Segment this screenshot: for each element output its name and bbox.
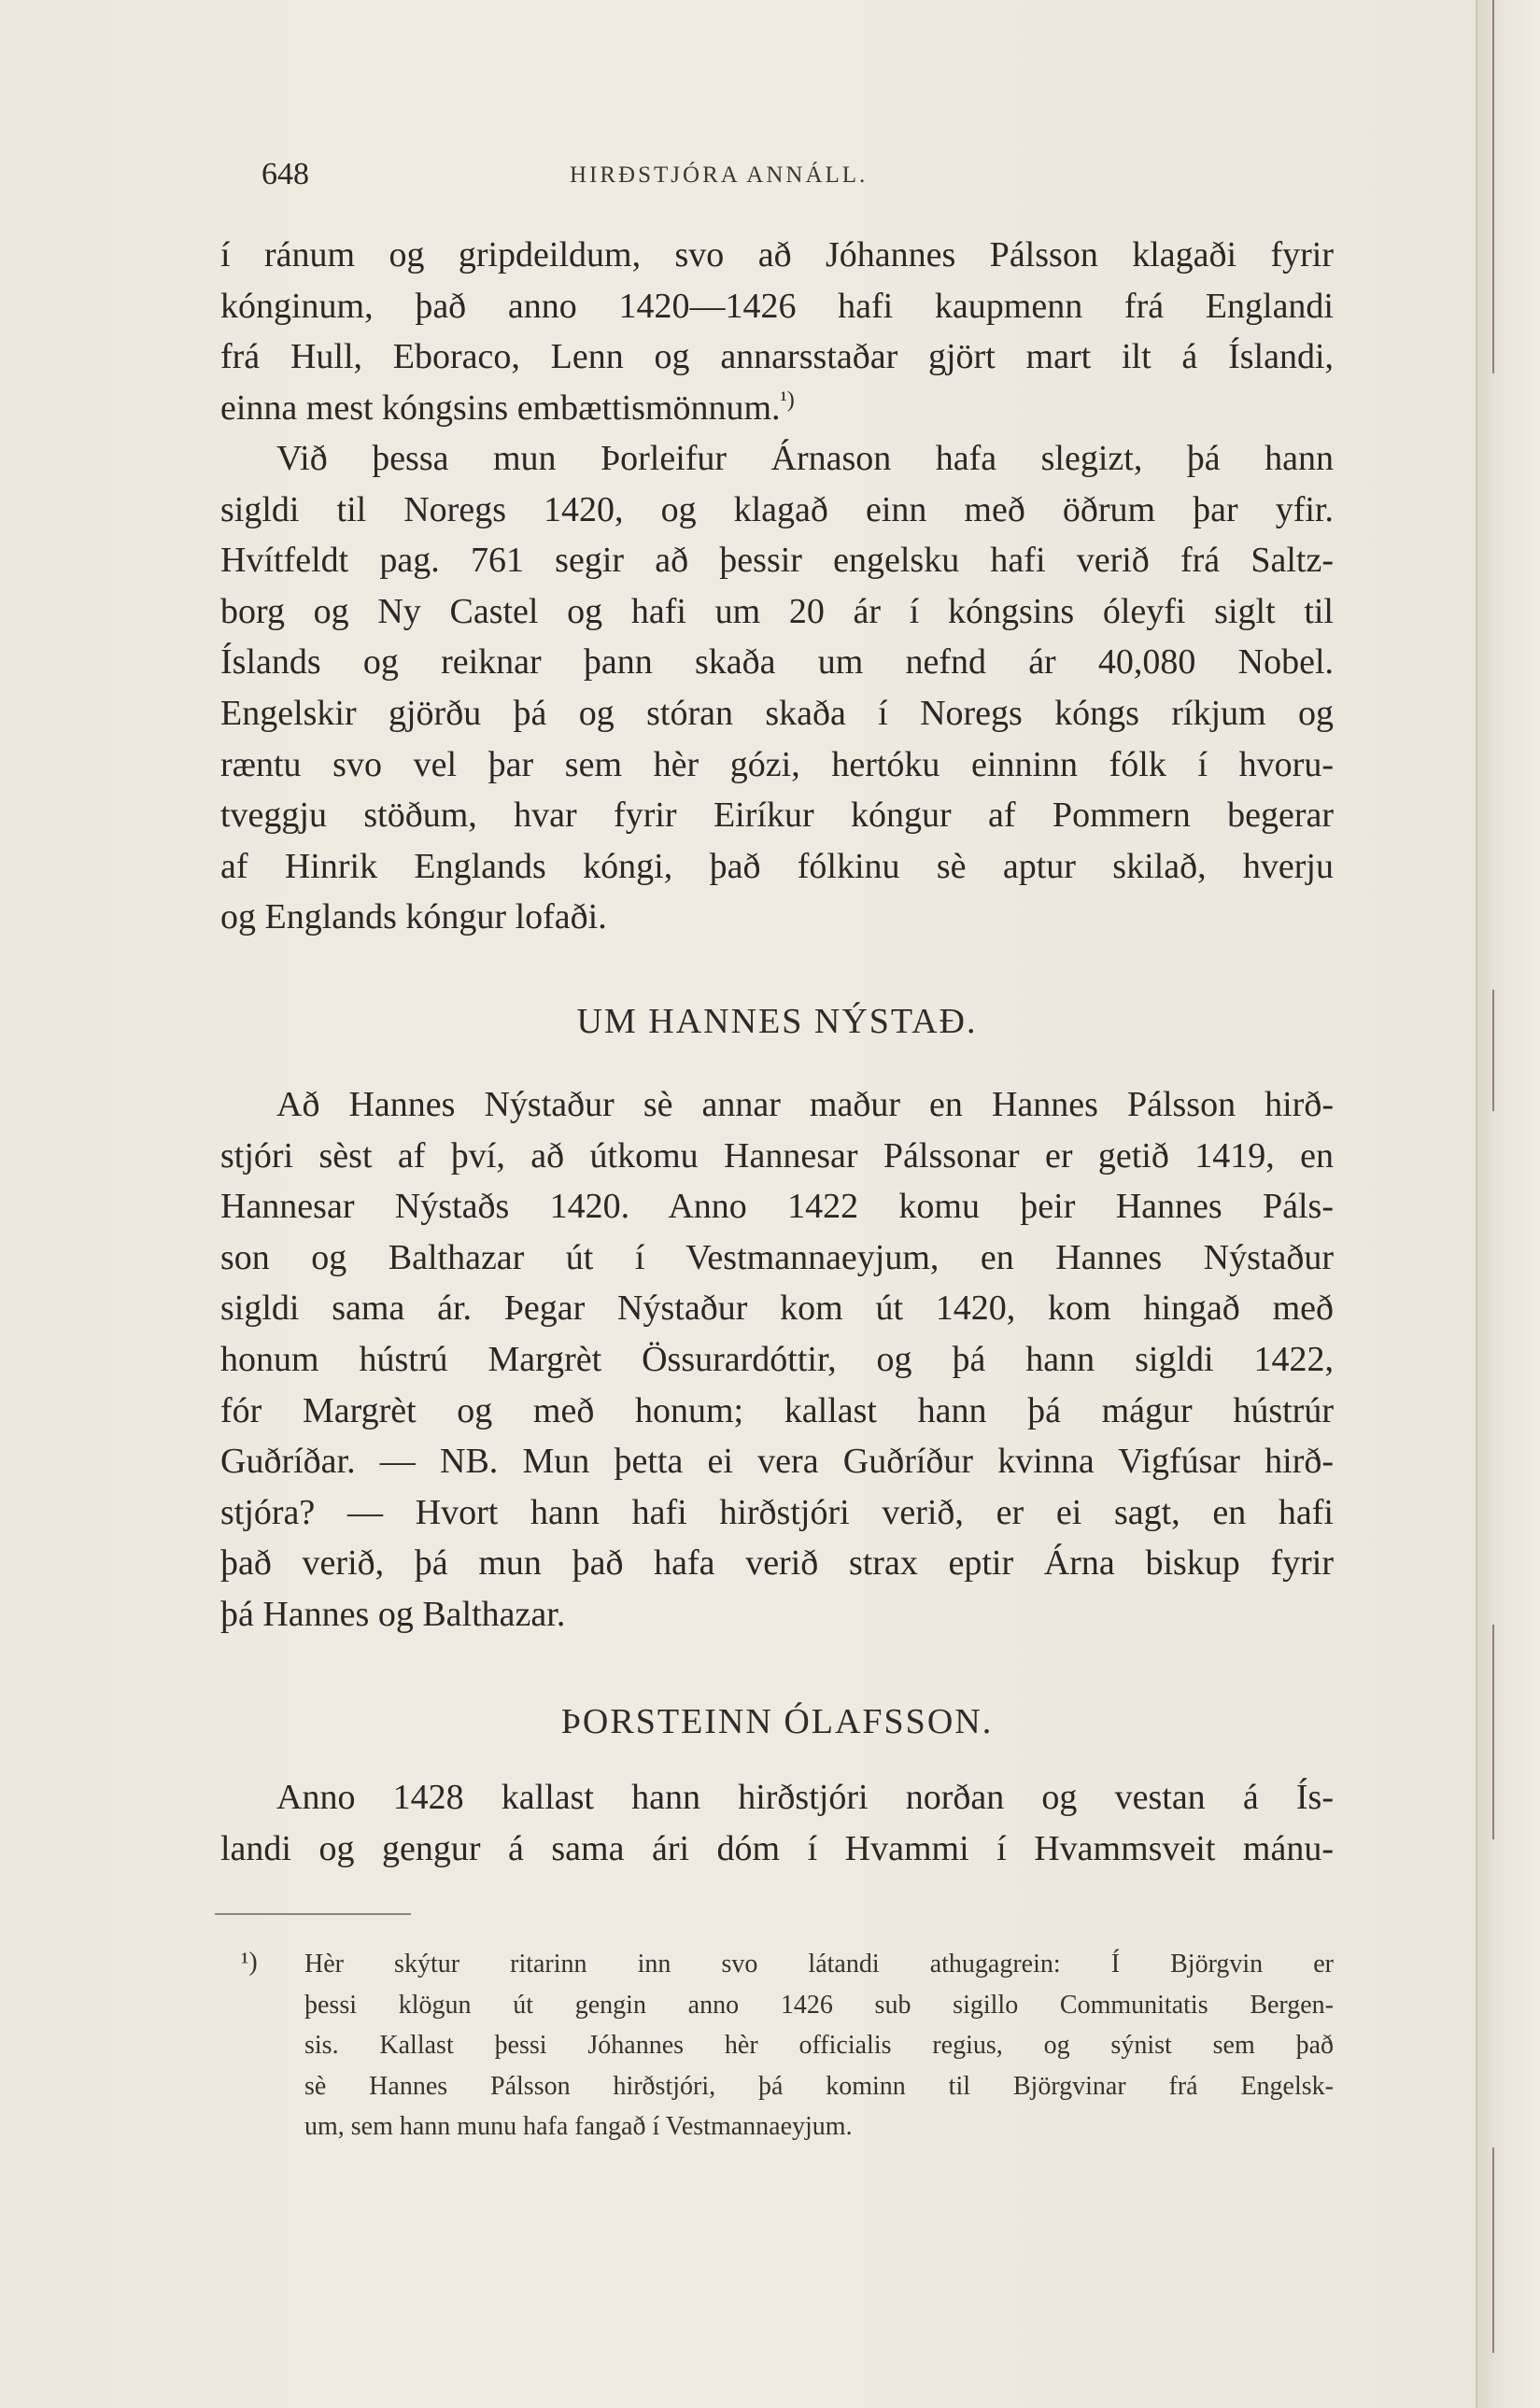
running-title: HIRÐSTJÓRA ANNÁLL. [570,162,869,188]
section-heading-hannes-nystad: UM HANNES NÝSTAÐ. [576,1002,978,1041]
footnote-line: sè Hannes Pálsson hirðstjóri, þá kominn til Björgvinar frá Engelsk- [304,2071,1334,2101]
footnote-marker: ¹) [241,1948,258,1977]
text-line: landi og gengur á sama ári dóm í Hvammi í Hvammsveit mánu- [220,1828,1334,1868]
page-header [261,157,1074,194]
text-line: af Hinrik Englands kóngi, það fólkinu sè aptur skilað, hverju [220,846,1334,886]
text-line: í ránum og gripdeildum, svo að Jóhannes Pálsson klagaði fyrir [220,235,1334,275]
text-line: Anno 1428 kallast hann hirðstjóri norðan og vestan á Ís- [276,1778,1334,1817]
text-line: borg og Ny Castel og hafi um 20 ár í kóngsins óleyfi siglt til [220,591,1334,631]
footnote-line: þessi klögun út gengin anno 1426 sub sigillo Communitatis Bergen- [304,1990,1334,2020]
footnote-line: sis. Kallast þessi Jóhannes hèr officialis regius, og sýnist sem það [304,2031,1334,2060]
section-thorsteinn-body [220,1772,1334,1874]
text-line: sigldi til Noregs 1420, og klagað einn með öðrum þar yfir. [220,489,1334,529]
footnote-line: Hèr skýtur ritarinn inn svo látandi athugagrein: Í Björgvin er [304,1950,1334,1979]
text-line: tveggju stöðum, hvar fyrir Eiríkur kóngur af Pommern begerar [220,796,1334,836]
book-spine-edge [1476,0,1540,2408]
text-line: frá Hull, Eboraco, Lenn og annarsstaðar gjört mart ilt á Íslandi, [220,337,1334,377]
page-number: 648 [261,157,309,191]
text-line: Engelskir gjörðu þá og stóran skaða í Noregs kóngs ríkjum og [220,693,1334,733]
text-line: ræntu svo vel þar sem hèr gózi, hertóku einninn fólk í hvoru- [220,744,1334,784]
spine-line [1492,2147,1494,2353]
text-line: það verið, þá mun það hafa verið strax eptir Árna biskup fyrir [220,1543,1334,1584]
text-line: Guðríðar. — NB. Mun þetta ei vera Guðríður kvinna Vigfúsar hirð- [220,1442,1334,1482]
text-line: Íslands og reiknar þann skaða um nefnd ár 40,080 Nobel. [220,642,1334,683]
text-line: stjóri sèst af því, að útkomu Hannesar Pálssonar er getið 1419, en [220,1135,1334,1176]
footnote [304,1944,1334,2147]
footnote-divider [215,1913,411,1915]
spine-line [1492,990,1494,1111]
section-heading-thorsteinn-olafsson: ÞORSTEINN ÓLAFSSON. [560,1702,994,1741]
spine-line [1492,1625,1494,1839]
text-line [220,383,1334,434]
spine-line [1492,0,1494,373]
text-line: son og Balthazar út í Vestmannaeyjum, en Hannes Nýstaður [220,1237,1334,1277]
footnote-reference: ¹) [780,387,795,413]
footnote-line: um, sem hann munu hafa fangað í Vestmannaeyjum. [304,2112,853,2141]
text-line: og Englands kóngur lofaði. [220,897,607,937]
text-line: fór Margrèt og með honum; kallast hann þá mágur hústrúr [220,1390,1334,1430]
text-line: honum hústrú Margrèt Össurardóttir, og þá hann sigldi 1422, [220,1339,1334,1379]
text-line: Að Hannes Nýstaður sè annar maður en Hannes Pálsson hirð- [276,1085,1334,1124]
text-line: þá Hannes og Balthazar. [220,1594,566,1634]
text-line: Hvítfeldt pag. 761 segir að þessir engelsku hafi verið frá Saltz- [220,541,1334,581]
paragraph-2 [220,433,1334,943]
text-line: kónginum, það anno 1420—1426 hafi kaupmenn frá Englandi [220,286,1334,326]
text-line: sigldi sama ár. Þegar Nýstaður kom út 1420, kom hingað með [220,1288,1334,1329]
text-line-content: einna mest kóngsins embættismönnum. [220,387,781,428]
text-line: stjóra? — Hvort hann hafi hirðstjóri verið, er ei sagt, en hafi [220,1492,1334,1532]
text-line: Við þessa mun Þorleifur Árnason hafa slegizt, þá hann [276,439,1334,478]
paragraph-1 [220,230,1334,433]
text-line: Hannesar Nýstaðs 1420. Anno 1422 komu þeir Hannes Páls- [220,1187,1334,1227]
section-hannes-nystad-body [220,1079,1334,1641]
